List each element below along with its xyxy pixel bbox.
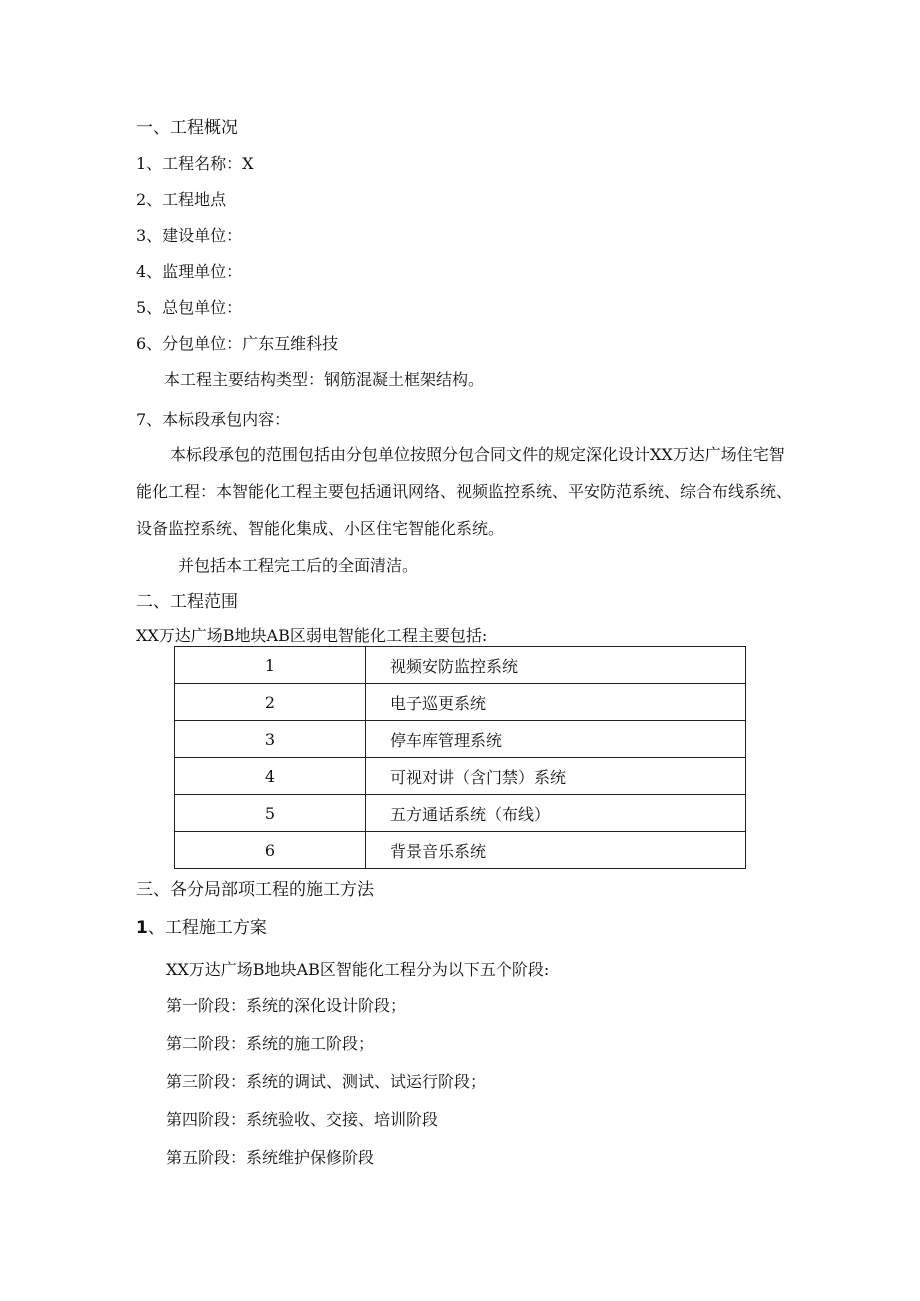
system-name: 背景音乐系统 [366,832,746,869]
construction-plan-heading [136,918,267,938]
row-number: 3 [175,721,366,758]
construction-plan-number: 1 [136,918,148,938]
row-number: 6 [175,832,366,869]
phase-item: 第四阶段：系统验收、交接、培训阶段 [166,1110,439,1129]
phase-item: 第五阶段：系统维护保修阶段 [166,1148,375,1167]
table-row [175,832,746,869]
contract-scope-item: 7、本标段承包内容： [136,410,291,429]
system-name: 视频安防监控系统 [366,647,746,684]
supervision-unit-item: 4、监理单位： [136,262,243,281]
row-number: 4 [175,758,366,795]
section-3-heading: 三、各分局部项工程的施工方法 [136,880,374,900]
construction-unit-item: 3、建设单位： [136,226,243,245]
scope-intro: XX万达广场B地块AB区弱电智能化工程主要包括: [136,626,488,645]
phase-item: 第三阶段：系统的调试、测试、试运行阶段； [166,1072,487,1091]
table-row [175,758,746,795]
system-name: 停车库管理系统 [366,721,746,758]
scope-paragraph: 本标段承包的范围包括由分包单位按照分包合同文件的规定深化设计XX万达广场住宅智能化工程：本智能化工程主要包括通讯网络、视频监控系统、平安防范系统、综合布线系统、设备监控系统、智能化集成、小区住宅智能化系统。 [136,445,793,538]
table-row [175,721,746,758]
phases-intro: XX万达广场B地块AB区智能化工程分为以下五个阶段: [166,960,550,979]
section-1-heading: 一、工程概况 [136,118,238,138]
structure-note: 本工程主要结构类型：钢筋混凝土框架结构。 [164,370,485,389]
row-number: 2 [175,684,366,721]
section-2-heading: 二、工程范围 [136,592,238,612]
system-name: 五方通话系统（布线） [366,795,746,832]
construction-plan-title: 、工程施工方案 [147,918,267,938]
scope-table [174,646,746,869]
table-row [175,795,746,832]
row-number: 5 [175,795,366,832]
row-number: 1 [175,647,366,684]
project-location-item: 2、工程地点 [136,190,227,209]
cleaning-note: 并包括本工程完工后的全面清洁。 [178,556,419,575]
phase-item: 第二阶段：系统的施工阶段； [166,1034,375,1053]
project-name-item: 1、工程名称：X [136,154,254,173]
system-name: 可视对讲（含门禁）系统 [366,758,746,795]
table-row [175,647,746,684]
subcontractor-item: 6、分包单位：广东互维科技 [136,334,339,353]
general-contractor-item: 5、总包单位： [136,298,243,317]
system-name: 电子巡更系统 [366,684,746,721]
phase-item: 第一阶段：系统的深化设计阶段； [166,996,407,1015]
table-row [175,684,746,721]
